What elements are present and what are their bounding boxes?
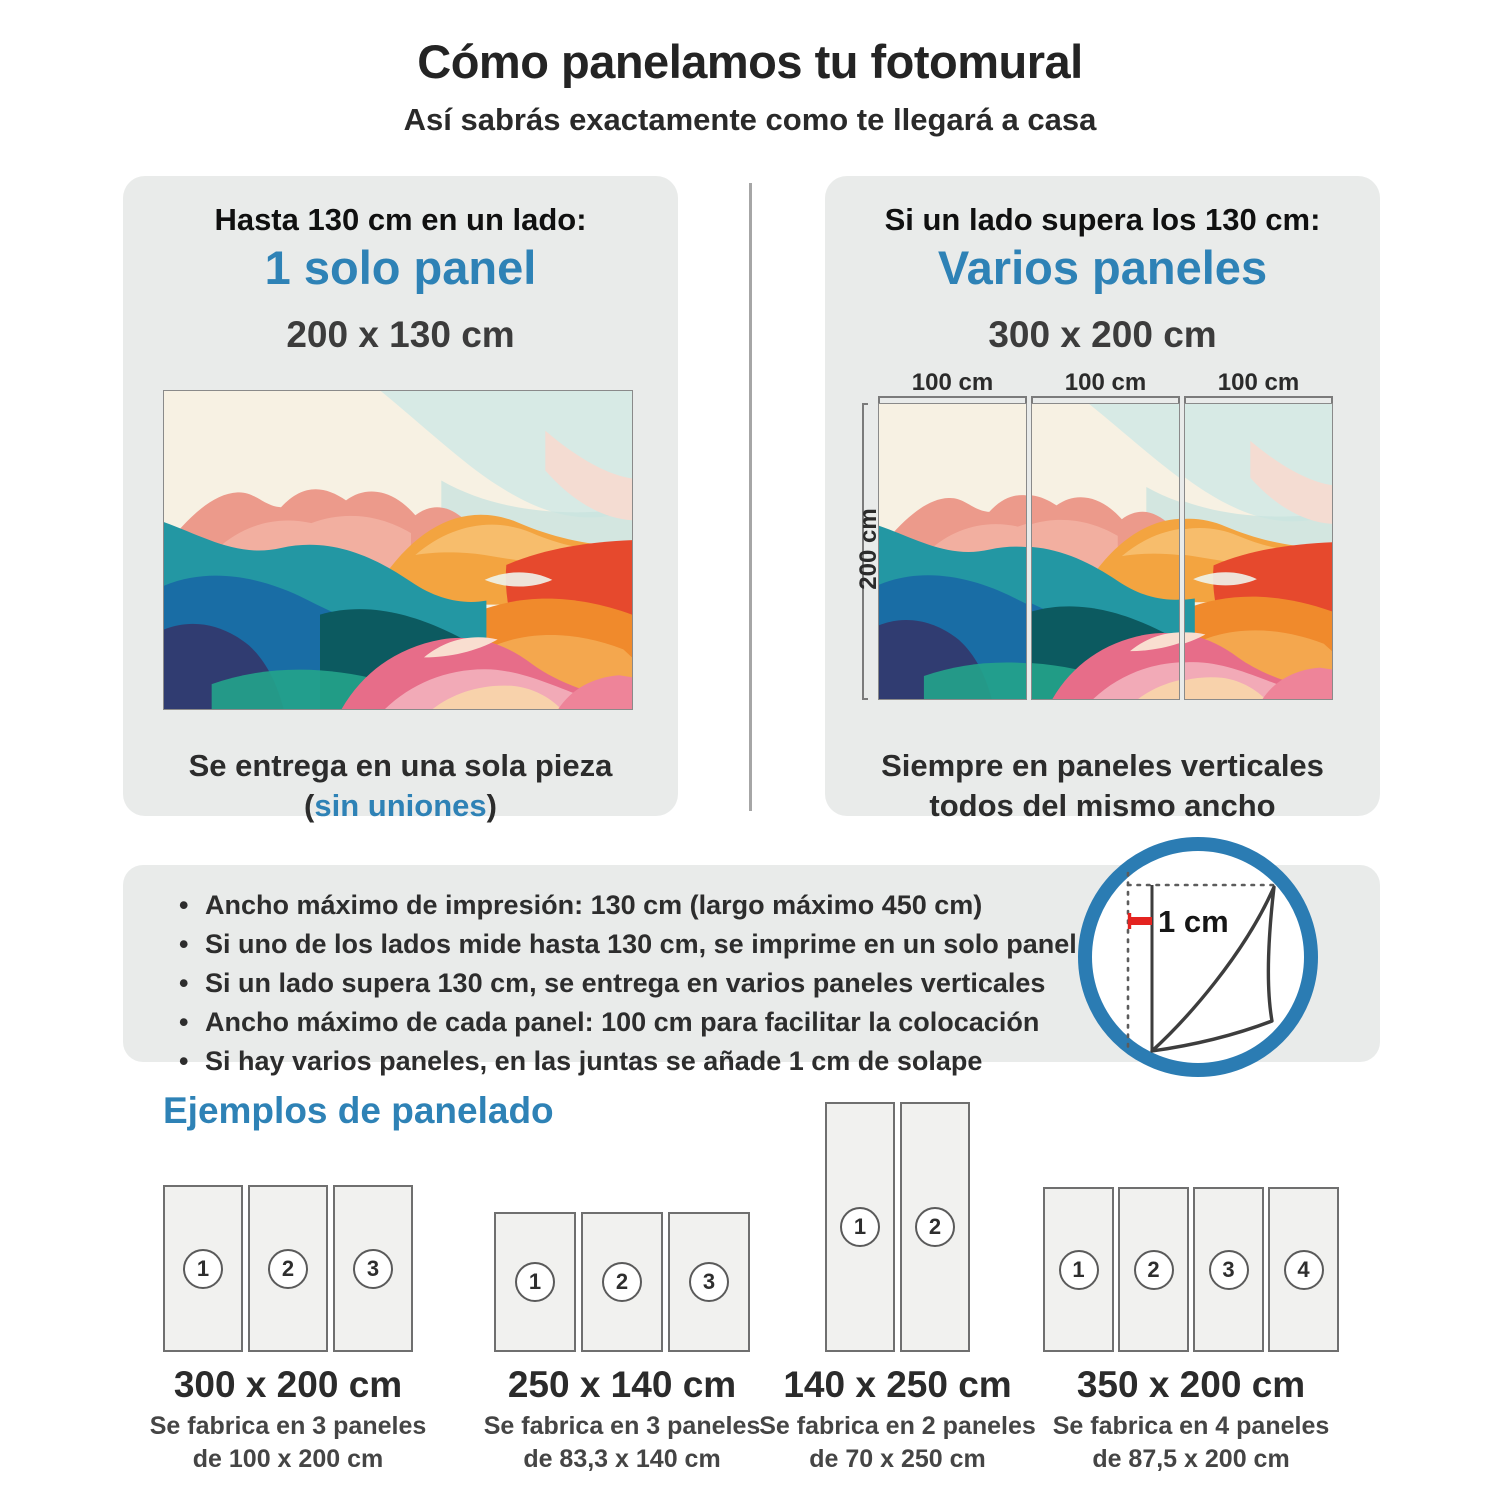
panel-number-badge: 1 xyxy=(183,1249,223,1289)
panel-number-badge: 2 xyxy=(1134,1250,1174,1290)
example-size: 350 x 200 cm xyxy=(1076,1364,1306,1405)
example-140x250 xyxy=(759,1102,1036,1476)
example-panel xyxy=(248,1185,328,1352)
example-panels xyxy=(163,1185,413,1352)
width-dimension-line xyxy=(878,396,1027,403)
example-detail xyxy=(1053,1410,1330,1476)
example-detail-line2: de 83,3 x 140 cm xyxy=(523,1445,721,1473)
example-panels xyxy=(1043,1187,1339,1352)
panel-width-label xyxy=(1031,370,1180,403)
panel-height-label: 200 cm xyxy=(855,508,882,590)
example-panel xyxy=(333,1185,413,1352)
note-bullet: • Si hay varios paneles, en las juntas se añade 1 cm de solape xyxy=(179,1042,1380,1081)
page-curl-icon xyxy=(1092,851,1304,1063)
note-bullet: • Si uno de los lados mide hasta 130 cm, se imprime en un solo panel xyxy=(179,925,1380,964)
single-panel-caption-line1: Se entrega en una sola pieza xyxy=(188,748,613,783)
panel-width-label xyxy=(1184,370,1333,403)
example-detail-line1: Se fabrica en 2 paneles xyxy=(759,1412,1036,1440)
example-panel xyxy=(900,1102,970,1352)
example-panel xyxy=(668,1212,750,1352)
multi-panel-headline: Varios paneles xyxy=(937,241,1268,294)
example-panel xyxy=(1268,1187,1339,1352)
cards-divider xyxy=(749,183,752,811)
example-size: 250 x 140 cm xyxy=(507,1364,737,1405)
panel-number-badge: 4 xyxy=(1284,1250,1324,1290)
single-panel-caption-line2 xyxy=(123,786,678,826)
example-panel xyxy=(825,1102,895,1352)
panel-number-badge: 3 xyxy=(353,1249,393,1289)
multi-panel-card xyxy=(825,176,1380,823)
overlap-diagram-icon xyxy=(1078,837,1318,1077)
note-bullet: • Ancho máximo de impresión: 130 cm (largo máximo 450 cm) xyxy=(179,886,1380,925)
mural-panel-1 xyxy=(878,403,1027,700)
note-bullet: • Ancho máximo de cada panel: 100 cm para facilitar la colocación xyxy=(179,1003,1380,1042)
single-panel-condition: Hasta 130 cm en un lado: xyxy=(214,202,587,237)
panel-number-badge: 1 xyxy=(840,1207,880,1247)
width-label-text: 100 cm xyxy=(1217,369,1300,396)
page-subtitle: Así sabrás exactamente como te llegará a casa xyxy=(403,102,1097,137)
single-panel-card xyxy=(123,176,678,823)
example-350x200 xyxy=(1043,1187,1339,1476)
example-detail xyxy=(150,1410,427,1476)
panel-width-label xyxy=(878,370,1027,403)
note-bullet: • Si un lado supera 130 cm, se entrega en varios paneles verticales xyxy=(179,964,1380,1003)
paren-close: ) xyxy=(486,788,497,823)
multi-panel-condition: Si un lado supera los 130 cm: xyxy=(884,202,1321,237)
example-panels xyxy=(494,1212,750,1352)
example-detail-line1: Se fabrica en 4 paneles xyxy=(1052,1412,1330,1440)
example-panel xyxy=(1043,1187,1114,1352)
panel-number-badge: 3 xyxy=(689,1262,729,1302)
width-dimension-line xyxy=(1184,396,1333,403)
width-label-text: 100 cm xyxy=(911,369,994,396)
page-title: Cómo panelamos tu fotomural xyxy=(417,35,1083,88)
example-detail-line2: de 100 x 200 cm xyxy=(192,1445,384,1473)
paren-open: ( xyxy=(304,788,315,823)
example-panels xyxy=(825,1102,970,1352)
example-size: 140 x 250 cm xyxy=(783,1364,1012,1405)
example-panel xyxy=(1193,1187,1264,1352)
overlap-measure-label: 1 cm xyxy=(1158,904,1229,939)
multi-panel-caption xyxy=(825,746,1380,826)
example-panel xyxy=(1118,1187,1189,1352)
no-seams-highlight: sin uniones xyxy=(314,788,487,823)
panel-number-badge: 2 xyxy=(602,1262,642,1302)
panel-width-labels xyxy=(878,370,1333,403)
mural-image xyxy=(164,391,632,709)
notes-band xyxy=(123,865,1380,1076)
example-detail xyxy=(759,1410,1036,1476)
examples-heading: Ejemplos de panelado xyxy=(163,1090,554,1131)
panel-number-badge: 1 xyxy=(1059,1250,1099,1290)
mural-panel-3 xyxy=(1184,403,1333,700)
example-300x200 xyxy=(149,1185,427,1476)
single-panel-mural-image xyxy=(163,390,633,710)
example-panel xyxy=(494,1212,576,1352)
single-panel-caption xyxy=(123,746,678,826)
example-detail xyxy=(484,1410,761,1476)
example-panel xyxy=(581,1212,663,1352)
example-250x140 xyxy=(483,1212,761,1476)
mural-panel-2 xyxy=(1031,403,1180,700)
example-detail-line1: Se fabrica en 3 paneles xyxy=(483,1412,761,1440)
single-panel-size: 200 x 130 cm xyxy=(286,314,515,355)
panelled-mural-block xyxy=(878,370,1333,700)
panel-number-badge: 2 xyxy=(915,1207,955,1247)
example-detail-line2: de 70 x 250 cm xyxy=(809,1445,986,1473)
example-detail-line1: Se fabrica en 3 paneles xyxy=(149,1412,427,1440)
width-dimension-line xyxy=(1031,396,1180,403)
mural-slice-1 xyxy=(879,404,1026,699)
mural-slice-2 xyxy=(1032,404,1179,699)
multi-panel-size: 300 x 200 cm xyxy=(988,314,1217,355)
multi-panel-caption-line2: todos del mismo ancho xyxy=(929,788,1276,823)
panel-number-badge: 3 xyxy=(1209,1250,1249,1290)
multi-panel-caption-line1: Siempre en paneles verticales xyxy=(881,748,1324,783)
example-panel xyxy=(163,1185,243,1352)
panel-number-badge: 1 xyxy=(515,1262,555,1302)
example-size: 300 x 200 cm xyxy=(173,1364,403,1405)
mural-panels xyxy=(878,403,1333,700)
example-detail-line2: de 87,5 x 200 cm xyxy=(1092,1445,1290,1473)
panel-number-badge: 2 xyxy=(268,1249,308,1289)
width-label-text: 100 cm xyxy=(1064,369,1147,396)
mural-slice-3 xyxy=(1185,404,1332,699)
single-panel-headline: 1 solo panel xyxy=(264,241,537,294)
